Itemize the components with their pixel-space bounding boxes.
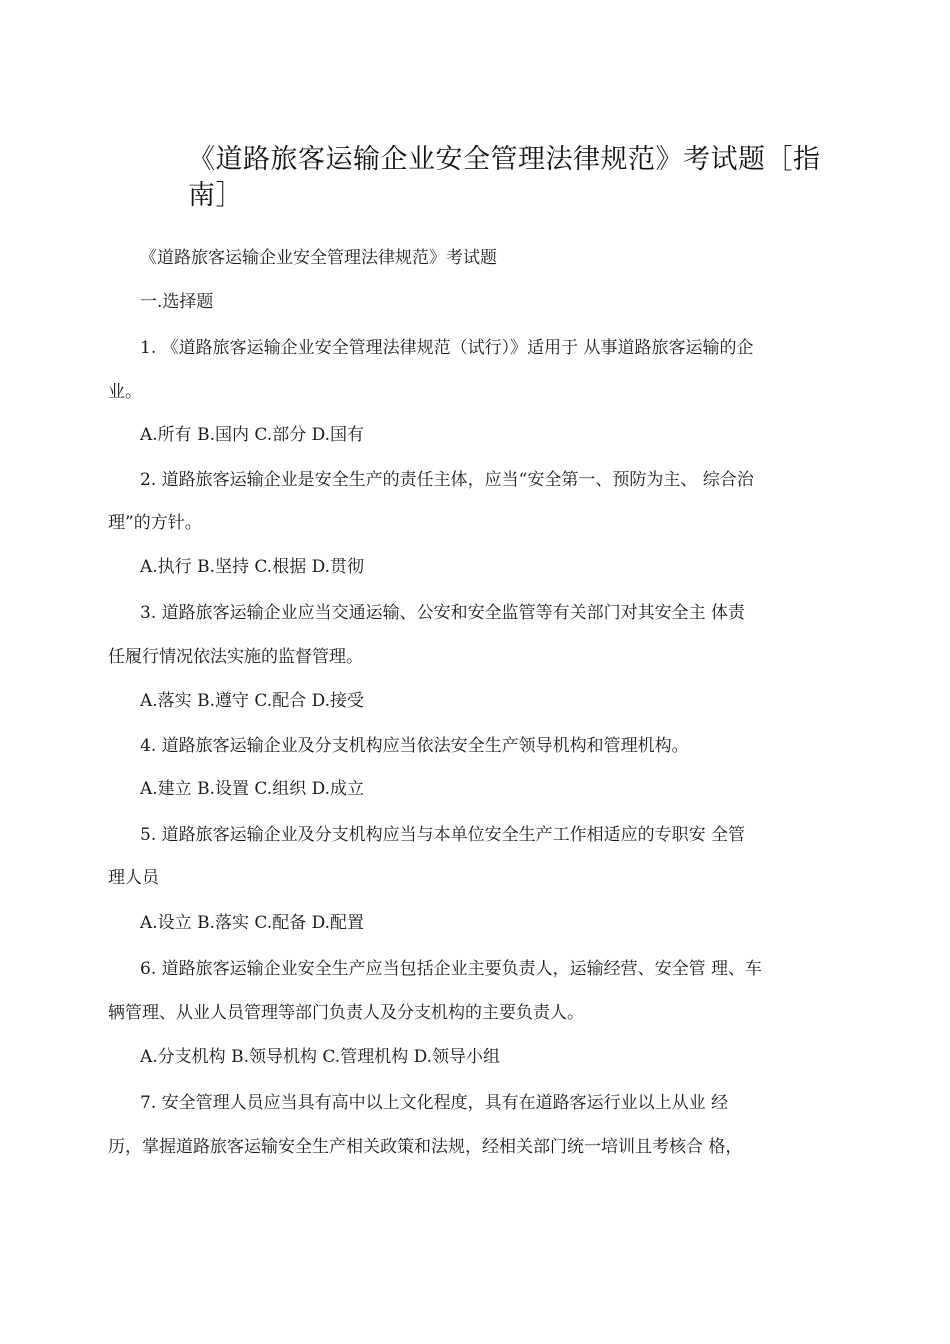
question-7-line-2: 历，掌握道路旅客运输安全生产相关政策和法规，经相关部门统一培训且考核合 格， bbox=[108, 1137, 743, 1157]
document-title bbox=[188, 142, 828, 214]
title-line-1: 《道路旅客运输企业安全管理法律规范》考试题［指 bbox=[188, 144, 821, 175]
question-1-line-2: 业。 bbox=[108, 382, 142, 402]
question-2-line-1: 2. 道路旅客运输企业是安全生产的责任主体，应当“安全第一、预防为主、 综合治 bbox=[140, 470, 754, 490]
question-3-options: A.落实 B.遵守 C.配合 D.接受 bbox=[140, 691, 365, 711]
question-6-line-2: 辆管理、从业人员管理等部门负责人及分支机构的主要负责人。 bbox=[108, 1003, 584, 1023]
question-5-options: A.设立 B.落实 C.配备 D.配置 bbox=[140, 913, 365, 933]
question-5-line-2: 理人员 bbox=[108, 868, 159, 888]
question-2-line-2: 理”的方针。 bbox=[108, 513, 202, 533]
document-subtitle: 《道路旅客运输企业安全管理法律规范》考试题 bbox=[140, 248, 497, 268]
question-3-line-1: 3. 道路旅客运输企业应当交通运输、公安和安全监管等有关部门对其安全主 体责 bbox=[140, 603, 746, 623]
question-1-line-1: 1. 《道路旅客运输企业安全管理法律规范（试行）》适用于 从事道路旅客运输的企 bbox=[140, 338, 754, 358]
question-5-line-1: 5. 道路旅客运输企业及分支机构应当与本单位安全生产工作相适应的专职安 全管 bbox=[140, 825, 746, 845]
question-6-line-1: 6. 道路旅客运输企业安全生产应当包括企业主要负责人，运输经营、安全管 理、车 bbox=[140, 959, 763, 979]
question-2-options: A.执行 B.坚持 C.根据 D.贯彻 bbox=[140, 557, 365, 577]
question-1-options: A.所有 B.国内 C.部分 D.国有 bbox=[140, 425, 365, 445]
question-6-options: A.分支机构 B.领导机构 C.管理机构 D.领导小组 bbox=[140, 1047, 501, 1067]
question-3-line-2: 任履行情况依法实施的监督管理。 bbox=[108, 647, 363, 667]
section-heading: 一.选择题 bbox=[140, 292, 214, 312]
question-7-line-1: 7. 安全管理人员应当具有高中以上文化程度，具有在道路客运行业以上从业 经 bbox=[140, 1093, 729, 1113]
question-4-line-1: 4. 道路旅客运输企业及分支机构应当依法安全生产领导机构和管理机构。 bbox=[140, 736, 689, 756]
title-line-2: 南］ bbox=[188, 180, 243, 211]
question-4-options: A.建立 B.设置 C.组织 D.成立 bbox=[140, 779, 365, 799]
